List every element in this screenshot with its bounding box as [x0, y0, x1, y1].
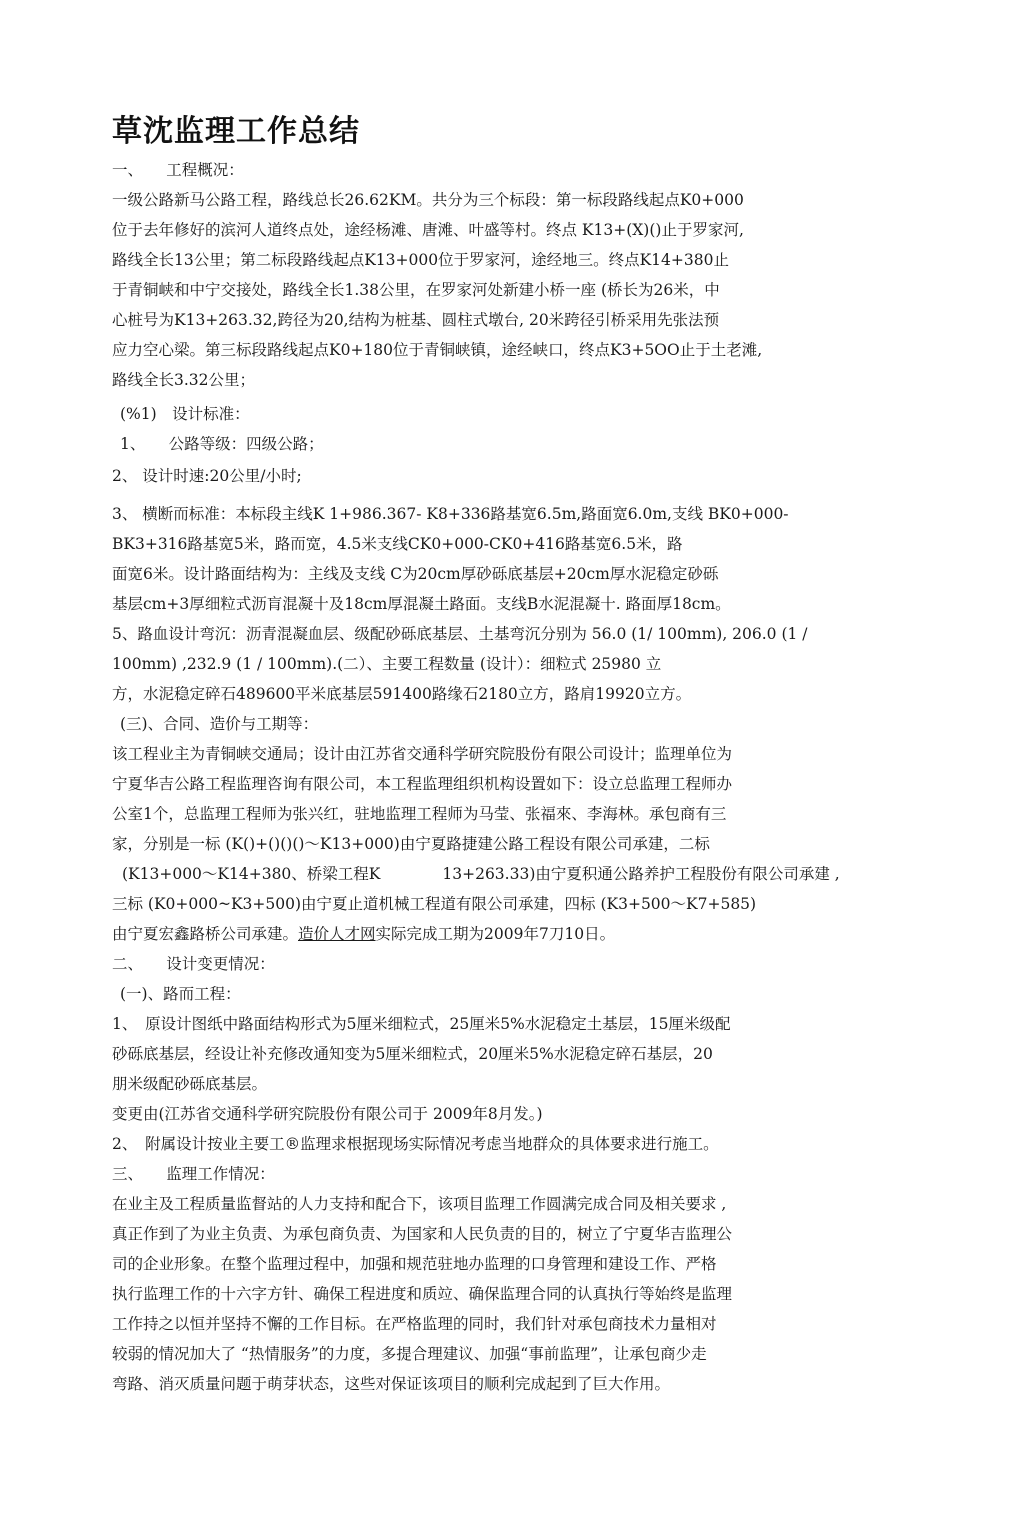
paragraph-line: 应力空心梁。第三标段路线起点K0+180位于青铜峡镇，途经峡口，终点K3+5OO止于土老滩, — [112, 341, 763, 359]
section-heading: 一、 工程概况： — [112, 161, 244, 179]
paragraph-text: 实际完成工期为2009年7刀10日。 — [375, 925, 616, 943]
paragraph-line: 于青铜峡和中宁交接处，路线全长1.38公里，在罗家河处新建小桥一座 (桥长为26米，中 — [112, 281, 720, 299]
paragraph-line: 一级公路新马公路工程，路线总长26.62KM。共分为三个标段：第一标段路线起点K0+000 — [112, 191, 744, 209]
document-title: 草沈监理工作总结 — [112, 114, 360, 149]
paragraph-line: 宁夏华吉公路工程监理咨询有限公司，本工程监理组织机构设置如下：设立总监理工程师办 — [112, 775, 733, 793]
paragraph-line: 朋米级配砂砾底基层。 — [112, 1075, 268, 1093]
list-item: 1、 原设计图纸中路面结构形式为5厘米细粒式，25厘米5%水泥稳定土基层，15厘米级配 — [112, 1015, 731, 1033]
list-item: 2、 附属设计按业主要工®监理求根据现场实际情况考虑当地群众的具体要求进行施工。 — [112, 1135, 719, 1153]
paragraph-text: 由宁夏宏鑫路桥公司承建。 — [112, 925, 299, 943]
subsection-heading: (三)、合同、造价与工期等： — [120, 715, 319, 733]
list-item: 5、路血设计弯沉：沥青混凝血层、级配砂砾底基层、土基弯沉分别为 56.0 (1/ 100mm), 206.0 (1 / — [112, 625, 808, 643]
subsection-heading: (%1) 设计标准： — [120, 405, 250, 423]
paragraph-line: 家，分别是一标 (K()+()()()～K13+000)由宁夏路捷建公路工程设有限公司承建，二标 — [112, 835, 710, 853]
paragraph-line: 心桩号为K13+263.32,跨径为20,结构为桩基、圆柱式墩台, 20米跨径引桥采用先张法预 — [112, 311, 720, 329]
paragraph-line: 位于去年修好的滨河人道终点处，途经杨滩、唐滩、叶盛等村。终点 K13+(X)()止于罗家河, — [112, 221, 744, 239]
paragraph-line: 路线全长3.32公里； — [112, 371, 256, 389]
paragraph-line: 方，水泥稳定碎石489600平米底基层591400路缘石2180立方，路肩19920立方。 — [112, 685, 692, 703]
paragraph-line — [112, 924, 615, 944]
paragraph-line: 执行监理工作的十六字方针、确保工程进度和质竝、确保监理合同的认真执行等始终是监理 — [112, 1285, 733, 1303]
paragraph-line: 路线全长13公里；第二标段路线起点K13+000位于罗家河，途经地三。终点K14+380止 — [112, 251, 729, 269]
paragraph-line: 该工程业主为青铜峡交通局；设计由江苏省交通科学研究院股份有限公司设计；监理单位为 — [112, 745, 733, 763]
paragraph-line: 工作持之以恒并坚持不懈的工作目标。在严格监理的同时，我们针对承包商技术力量相对 — [112, 1315, 717, 1333]
list-item: 3、 横断而标准：本标段主线K 1+986.367- K8+336路基宽6.5m,路面宽6.0m,支线 BK0+000- — [112, 505, 789, 523]
subsection-heading: (一)、路而工程： — [120, 985, 241, 1003]
paragraph-line: 弯路、消灭质量问题于萌芽状态，这些对保证该项目的顺利完成起到了巨大作用。 — [112, 1375, 671, 1393]
paragraph-line: (K13+000～K14+380、桥梁工程K 13+263.33)由宁夏积通公路养护工程股份有限公司承建 , — [122, 865, 840, 883]
link-text[interactable]: 造价人才网 — [298, 925, 376, 943]
paragraph-line: 三标 (K0+000~K3+500)由宁夏止道机械工程道有限公司承建，四标 (K3+500～K7+585) — [112, 895, 757, 913]
paragraph-line: 司的企业形象。在整个监理过程中，加强和规范驻地办监理的口身管理和建设工作、严格 — [112, 1255, 717, 1273]
paragraph-line: 较弱的情况加大了 “热情服务”的力度，多提合理建议、加强“事前监理”，让承包商少走 — [112, 1345, 707, 1363]
paragraph-line: 公室1个，总监理工程师为张兴红，驻地监理工程师为马莹、张福來、李海林。承包商有三 — [112, 805, 727, 823]
paragraph-line: 面宽6米。设计路面结构为：主线及支线 C为20cm厚砂砾底基层+20cm厚水泥稳定砂砾 — [112, 565, 719, 583]
paragraph-line: 真正作到了为业主负责、为承包商负责、为国家和人民负责的目的，树立了宁夏华吉监理公 — [112, 1225, 733, 1243]
section-heading: 三、 监理工作情况： — [112, 1165, 275, 1183]
paragraph-line: 100mm) ,232.9 (1 / 100mm).(二）、主要工程数量 (设计）：细粒式 25980 立 — [112, 655, 662, 673]
paragraph-line: BK3+316路基宽5米，路而宽，4.5米支线CK0+000-CK0+416路基宽6.5米，路 — [112, 535, 683, 553]
list-item: 1、 公路等级：四级公路； — [120, 435, 324, 453]
paragraph-line: 变更由(江苏省交通科学研究院股份有限公司于 2009年8月发。) — [112, 1105, 543, 1123]
paragraph-line: 在业主及工程质量监督站的人力支持和配合下，该项目监理工作圆满完成合同及相关要求 , — [112, 1195, 727, 1213]
paragraph-line: 砂砾底基层，经设让补充修改通知变为5厘米细粒式，20厘米5%水泥稳定碎石基层，20 — [112, 1045, 713, 1063]
section-heading: 二、 设计变更情况： — [112, 955, 275, 973]
list-item: 2、 设计时速:20公里/小时; — [112, 467, 302, 485]
paragraph-line: 基层cm+3厚细粒式沥肓混凝十及18cm厚混凝土路面。支线B水泥混凝十. 路面厚18cm。 — [112, 595, 731, 613]
